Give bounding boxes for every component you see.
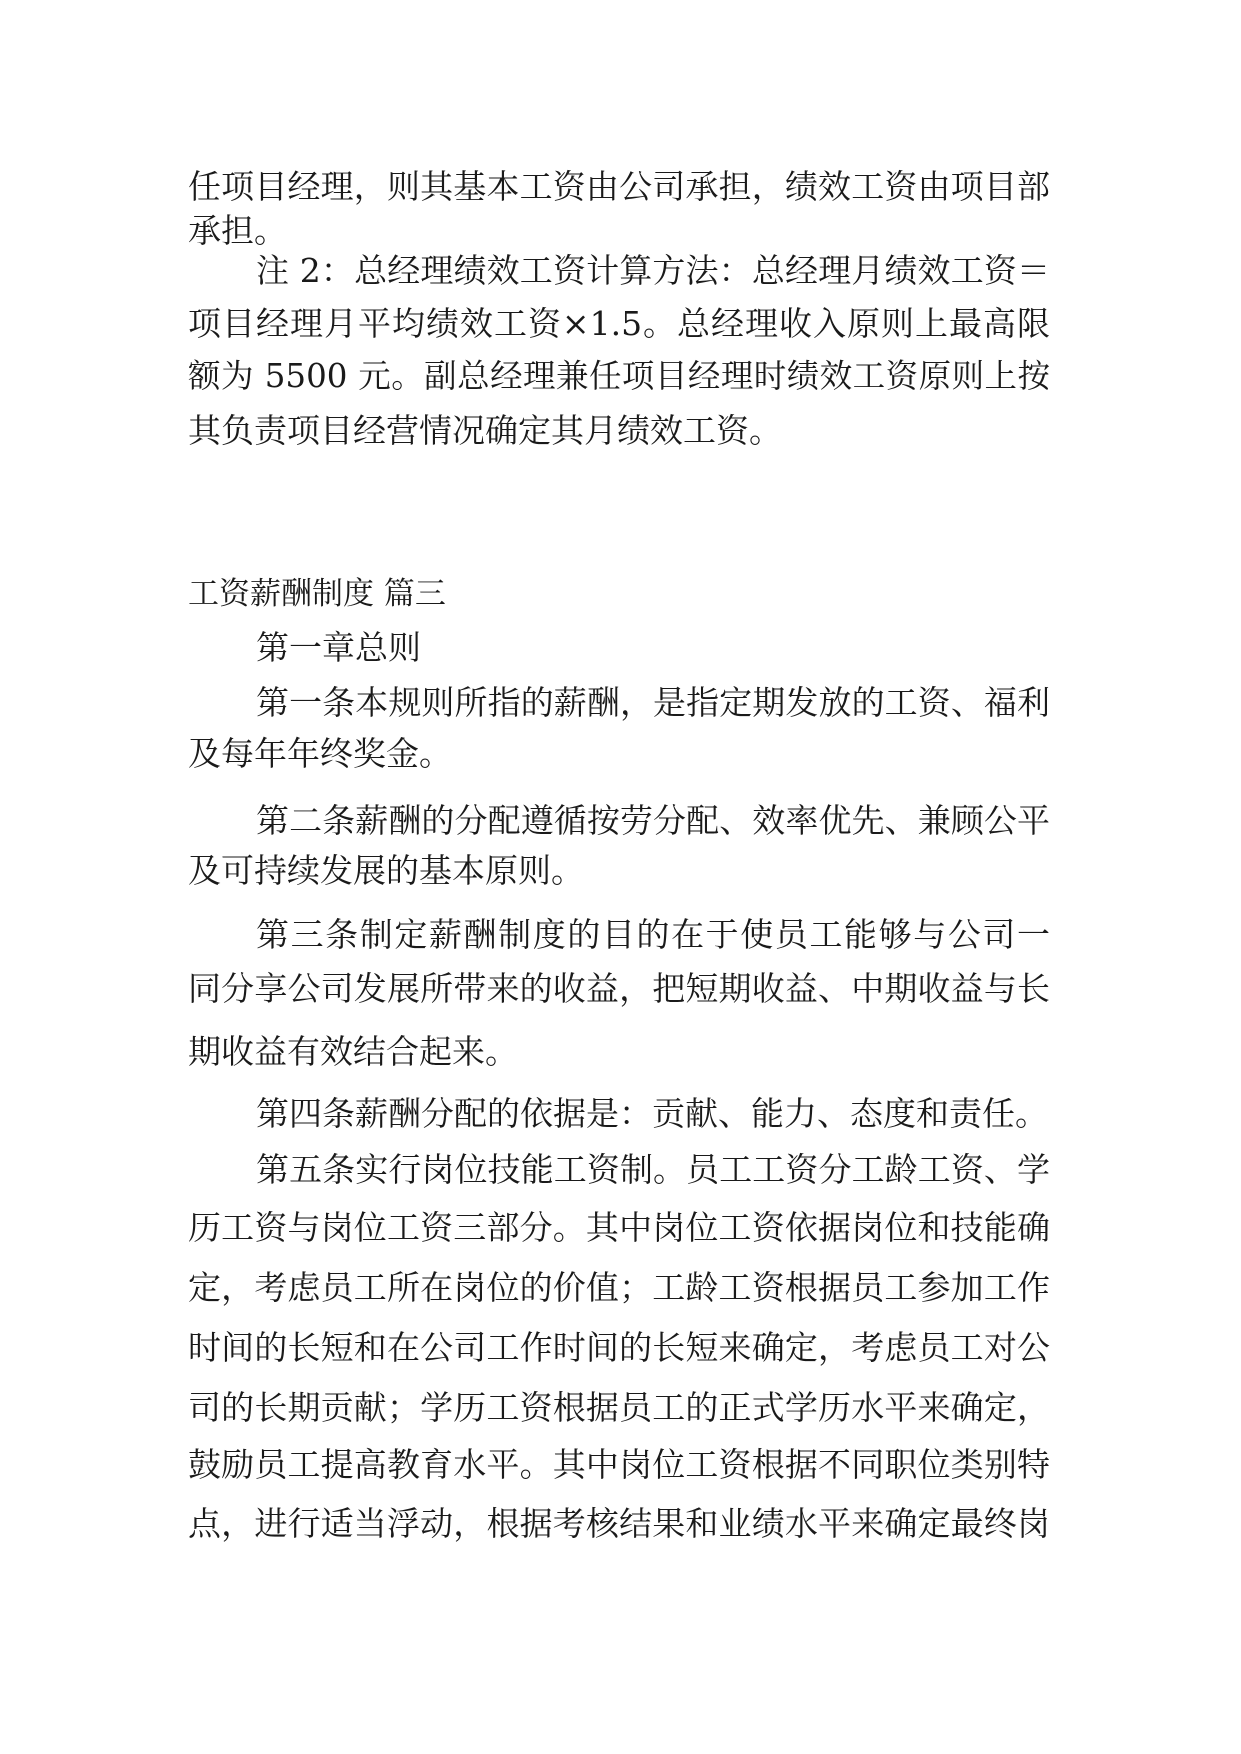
- text-line: 注 2：总经理绩效工资计算方法：总经理月绩效工资＝: [256, 251, 1050, 290]
- text-line: 第五条实行岗位技能工资制。员工工资分工龄工资、学: [256, 1150, 1050, 1189]
- chapter-title: 第一章总则: [256, 628, 421, 667]
- text-line: 第一条本规则所指的薪酬，是指定期发放的工资、福利: [256, 683, 1050, 722]
- text-line: 额为 5500 元。副总经理兼任项目经理时绩效工资原则上按: [188, 357, 1050, 395]
- text-line: 同分享公司发展所带来的收益，把短期收益、中期收益与长: [188, 969, 1050, 1008]
- text-line: 鼓励员工提高教育水平。其中岗位工资根据不同职位类别特: [188, 1445, 1050, 1484]
- text-line: 项目经理月平均绩效工资×1.5。总经理收入原则上最高限: [188, 304, 1050, 343]
- text-line: 其负责项目经营情况确定其月绩效工资。: [188, 411, 782, 450]
- section-heading: 工资薪酬制度 篇三: [188, 576, 446, 612]
- text-line: 任项目经理，则其基本工资由公司承担，绩效工资由项目部: [188, 167, 1050, 206]
- text-line: 及每年年终奖金。: [188, 734, 452, 773]
- text-line: 期收益有效结合起来。: [188, 1032, 518, 1071]
- text-line: 及可持续发展的基本原则。: [188, 851, 584, 890]
- text-line: 点，进行适当浮动，根据考核结果和业绩水平来确定最终岗: [188, 1504, 1050, 1543]
- text-line: 第二条薪酬的分配遵循按劳分配、效率优先、兼顾公平: [256, 801, 1050, 840]
- text-line: 司的长期贡献；学历工资根据员工的正式学历水平来确定，: [188, 1388, 1050, 1427]
- text-line: 历工资与岗位工资三部分。其中岗位工资依据岗位和技能确: [188, 1208, 1050, 1247]
- text-line: 承担。: [188, 211, 287, 250]
- text-line: 第四条薪酬分配的依据是：贡献、能力、态度和责任。: [256, 1094, 1048, 1133]
- text-line: 时间的长短和在公司工作时间的长短来确定，考虑员工对公: [188, 1328, 1050, 1367]
- text-line: 第三条制定薪酬制度的目的在于使员工能够与公司一: [256, 915, 1050, 954]
- text-line: 定，考虑员工所在岗位的价值；工龄工资根据员工参加工作: [188, 1268, 1050, 1307]
